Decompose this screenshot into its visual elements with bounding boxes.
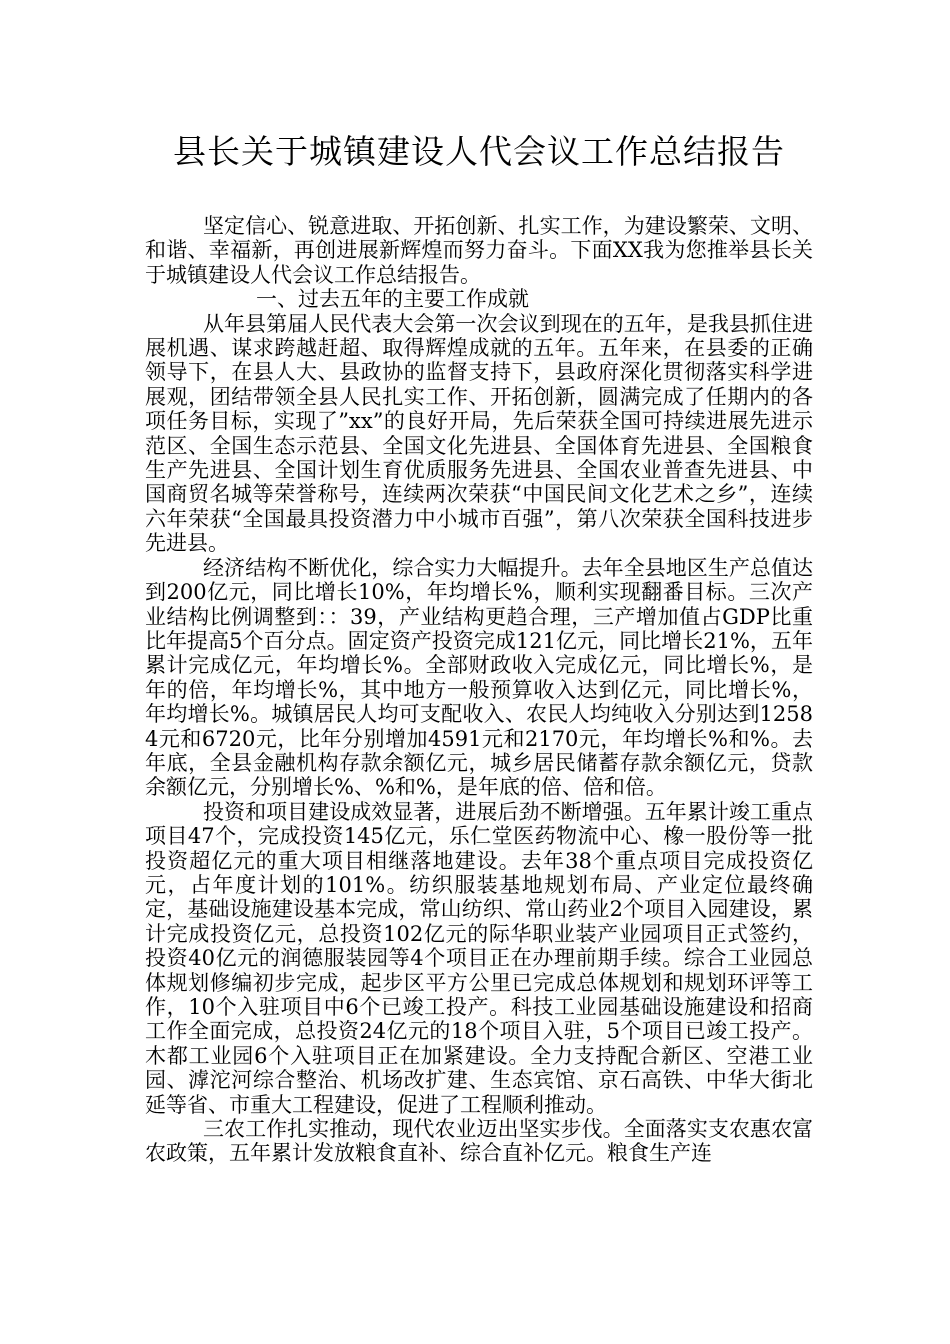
document-page — [145, 128, 813, 1166]
body-paragraph-agriculture: 三农工作扎实推动，现代农业迈出坚实步伐。全面落实支农惠农富农政策，五年累计发放粮食直补、综合直补亿元。粮食生产连 — [145, 1117, 813, 1166]
intro-paragraph: 坚定信心、锐意进取、开拓创新、扎实工作，为建设繁荣、文明、和谐、幸福新，再创进展新辉煌而努力奋斗。下面XX我为您推举县长关于城镇建设人代会议工作总结报告。 — [145, 214, 813, 287]
body-paragraph-achievements: 从年县第届人民代表大会第一次会议到现在的五年，是我县抓住进展机遇、谋求跨越赶超、取得辉煌成就的五年。五年来，在县委的正确领导下，在县人大、县政协的监督支持下，县政府深化贯彻落实科学进展观，团结带领全县人民扎实工作、开拓创新，圆满完成了任期内的各项任务目标，实现了”xx”的良好开局，先后荣获全国可持续进展先进示范区、全国生态示范县、全国文化先进县、全国体育先进县、全国粮食生产先进县、全国计划生育优质服务先进县、全国农业普查先进县、中国商贸名城等荣誉称号，连续两次荣获“中国民间文化艺术之乡”，连续六年荣获“全国最具投资潜力中小城市百强”，第八次荣获全国科技进步先进县。 — [145, 311, 813, 556]
section-heading: 一、过去五年的主要工作成就 — [256, 287, 529, 312]
body-paragraph-economy: 经济结构不断优化，综合实力大幅提升。去年全县地区生产总值达到200亿元，同比增长10%，年均增长%，顺利实现翻番目标。三次产业结构比例调整到：：39，产业结构更趋合理，三产增加值占GDP比重比年提高5个百分点。固定资产投资完成121亿元，同比增长21%，五年累计完成亿元，年均增长%。全部财政收入完成亿元，同比增长%，是年的倍，年均增长%，其中地方一般预算收入达到亿元，同比增长%，年均增长%。城镇居民人均可支配收入、农民人均纯收入分别达到12584元和6720元，比年分别增加4591元和2170元，年均增长%和%。去年底，全县金融机构存款余额亿元，城乡居民储蓄存款余额亿元，贷款余额亿元，分别增长%、%和%，是年底的倍、倍和倍。 — [145, 555, 813, 800]
body-paragraph-investment: 投资和项目建设成效显著，进展后劲不断增强。五年累计竣工重点项目47个，完成投资145亿元，乐仁堂医药物流中心、橡一股份等一批投资超亿元的重大项目相继落地建设。去年38个重点项目完成投资亿元，占年度计划的101%。纺织服装基地规划布局、产业定位最终确定，基础设施建设基本完成，常山纺织、常山药业2个项目入园建设，累计完成投资亿元，总投资102亿元的际华职业装产业园项目正式签约，投资40亿元的润德服装园等4个项目正在办理前期手续。综合工业园总体规划修编初步完成，起步区平方公里已完成总体规划和规划环评等工作，10个入驻项目中6个已竣工投产。科技工业园基础设施建设和招商工作全面完成，总投资24亿元的18个项目入驻，5个项目已竣工投产。木都工业园6个入驻项目正在加紧建设。全力支持配合新区、空港工业园、滹沱河综合整治、机场改扩建、生态宾馆、京石高铁、中华大街北延等省、市重大工程建设，促进了工程顺利推动。 — [145, 799, 813, 1117]
document-title: 县长关于城镇建设人代会议工作总结报告 — [173, 132, 785, 171]
